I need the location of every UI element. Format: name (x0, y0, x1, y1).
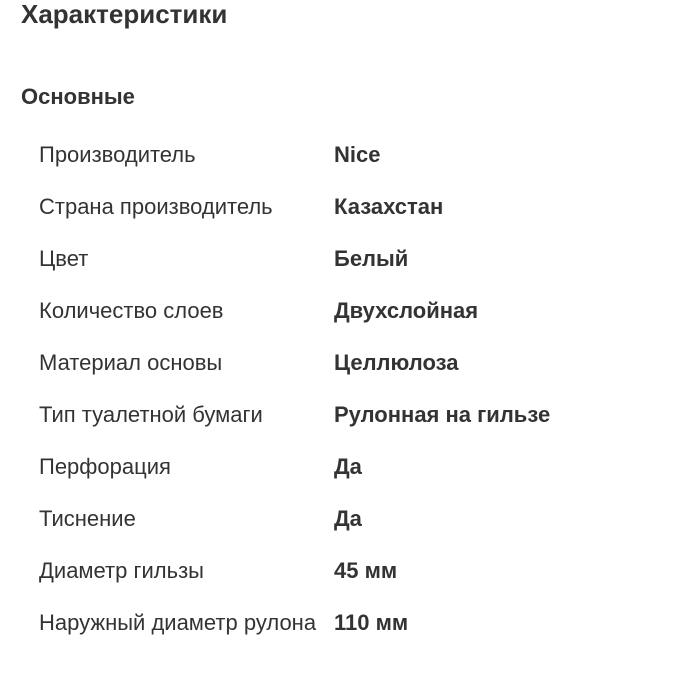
spec-value: Казахстан (334, 194, 444, 219)
spec-label: Производитель (39, 142, 196, 167)
spec-row-embossing (39, 502, 659, 554)
spec-label: Наружный диаметр рулона (39, 610, 317, 635)
spec-row-outer-diameter (39, 606, 659, 658)
spec-row-layers (39, 294, 659, 346)
spec-value: 45 мм (334, 558, 398, 583)
spec-label: Цвет (39, 246, 89, 271)
page-title: Характеристики (21, 0, 228, 29)
spec-value: Целлюлоза (334, 350, 459, 375)
spec-value: Двухслойная (334, 298, 479, 323)
spec-label: Тиснение (39, 506, 136, 531)
spec-list (39, 138, 659, 658)
spec-value: Nice (334, 142, 381, 167)
spec-row-color (39, 242, 659, 294)
spec-label: Тип туалетной бумаги (39, 402, 263, 427)
spec-row-paper-type (39, 398, 659, 450)
spec-label: Диаметр гильзы (39, 558, 204, 583)
spec-label: Количество слоев (39, 298, 224, 323)
spec-row-country (39, 190, 659, 242)
spec-value: Да (334, 454, 362, 479)
spec-row-manufacturer (39, 138, 659, 190)
section-title-main: Основные (21, 84, 135, 109)
spec-label: Перфорация (39, 454, 171, 479)
spec-row-perforation (39, 450, 659, 502)
spec-value: Рулонная на гильзе (334, 402, 551, 427)
spec-label: Страна производитель (39, 194, 273, 219)
spec-value: 110 мм (334, 610, 409, 635)
spec-row-core-diameter (39, 554, 659, 606)
spec-row-material (39, 346, 659, 398)
spec-value: Белый (334, 246, 409, 271)
spec-value: Да (334, 506, 362, 531)
spec-label: Материал основы (39, 350, 223, 375)
